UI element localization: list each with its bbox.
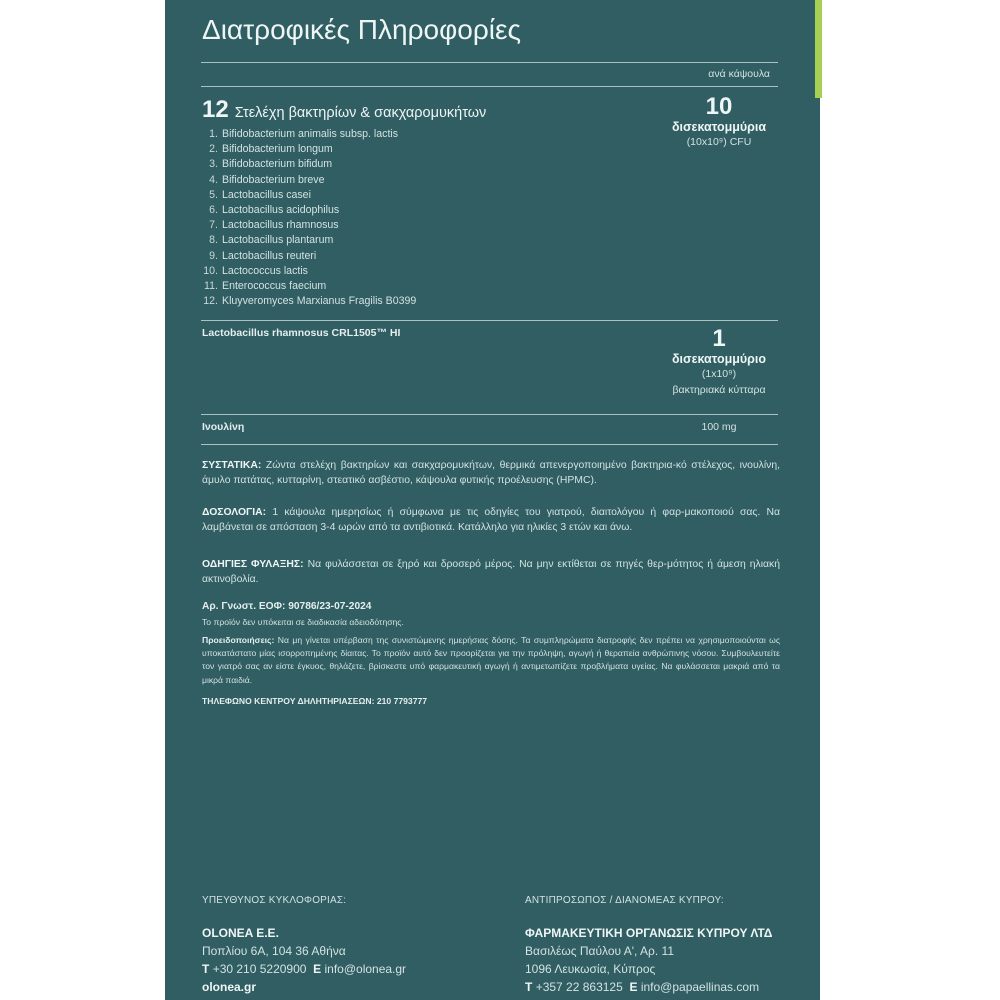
- accent-strip: [815, 0, 822, 98]
- rhamnosus-amount-number: 1: [712, 325, 726, 352]
- strains-amount: [639, 94, 799, 150]
- ingredients-section: [202, 459, 780, 489]
- rhamnosus-amount-word: δισεκατομμύριο: [671, 352, 767, 366]
- strains-count: 12: [202, 96, 229, 123]
- rhamnosus-label: Lactobacillus rhamnosus CRL1505™ HI: [202, 327, 401, 339]
- divider: [201, 414, 778, 415]
- footer-left: [202, 892, 406, 996]
- eof-number: Αρ. Γνωστ. ΕΟΦ: 90786/23-07-2024: [202, 601, 372, 612]
- footer-right-address1: Βασιλέως Παύλου Α', Αρ. 11: [525, 944, 674, 958]
- strains-amount-number: 10: [705, 93, 733, 120]
- strain-item: 1. Bifidobacterium animalis subsp. lactis: [209, 128, 399, 140]
- footer-left-address: Ποπλίου 6Α, 104 36 Αθήνα: [202, 944, 346, 958]
- warnings-text: Να μη γίνεται υπέρβαση της συνιστώμενης ημερήσιας δόσης. Τα συμπληρώματα διατροφής δεν πρέπει να χρησιμοποιούνται ως υποκατάστατο μίας ισορροπημένης δίαιτας. Το προϊόν αυτό δεν προορίζεται για την πρόληψη, αγωγή ή θεραπεία ανθρώπινης νόσου. Συμβουλευτείτε τον γιατρό σας αν είστε έγκυος, θηλάζετε, βρίσκεστε υπό φαρμακευτική αγωγή ή αντιμετωπίζετε προβλήματα υγείας. Να φυλάσσεται μακριά από τα μικρά παιδιά.: [202, 635, 781, 685]
- strain-item: 3. Bifidobacterium bifidum: [209, 158, 333, 171]
- divider: [201, 62, 778, 63]
- footer-right-contact: Τ +357 22 863125 E info@papaellinas.com: [525, 980, 760, 994]
- divider: [201, 320, 778, 321]
- strain-item: 11. Enterococcus faecium: [204, 280, 327, 293]
- footer-right: [525, 892, 772, 996]
- rhamnosus-amount-detail: (1x10⁹): [701, 368, 737, 380]
- inulin-label: Ινουλίνη: [202, 421, 245, 433]
- footer-left-caption: ΥΠΕΥΘΥΝΟΣ ΚΥΚΛΟΦΟΡΙΑΣ:: [202, 895, 347, 906]
- strain-item: 10. Lactococcus lactis: [203, 264, 308, 277]
- warnings-label: Προειδοποιήσεις:: [202, 635, 275, 645]
- footer-right-address2: 1096 Λευκωσία, Κύπρος: [525, 962, 656, 976]
- nutrition-title: Διατροφικές Πληροφορίες: [202, 14, 521, 45]
- strains-amount-word: δισεκατομμύρια: [671, 120, 767, 134]
- rhamnosus-amount-unit: βακτηριακά κύτταρα: [672, 384, 766, 396]
- storage-label: ΟΔΗΓΙΕΣ ΦΥΛΑΞΗΣ:: [202, 559, 304, 570]
- divider: [201, 86, 778, 87]
- license-note: Το προϊόν δεν υπόκειται σε διαδικασία αδειοδότησης.: [202, 617, 404, 627]
- strains-amount-detail: (10x10⁹) CFU: [686, 136, 752, 148]
- dosage-text: 1 κάψουλα ημερησίως ή σύμφωνα με τις οδηγίες του γιατρού, διαιτολόγου ή φαρ-μακοποιού σας. Να λαμβάνεται σε απόσταση 3-4 ωρών από τα αντιβιοτικά. Κατάλληλο για ηλικίες 3 ετών και άνω.: [202, 507, 780, 533]
- per-capsule-label: ανά κάψουλα: [708, 68, 770, 80]
- dosage-label: ΔΟΣΟΛΟΓΙΑ:: [202, 507, 267, 518]
- strain-item: 9. Lactobacillus reuteri: [209, 249, 317, 262]
- strains-heading: [202, 96, 486, 124]
- strain-item: 2. Bifidobacterium longum: [209, 143, 333, 156]
- strain-item: 8. Lactobacillus plantarum: [209, 234, 334, 247]
- strain-list: [202, 127, 416, 309]
- dosage-section: [202, 506, 780, 536]
- rhamnosus-amount: [639, 326, 799, 398]
- strain-item: 4. Bifidobacterium breve: [209, 173, 325, 186]
- storage-text: Να φυλάσσεται σε ξηρό και δροσερό μέρος. Να μην εκτίθεται σε πηγές θερ-μότητος ή άμεση ηλιακή ακτινοβολία.: [202, 559, 780, 585]
- footer-left-company: OLONEA E.E.: [202, 926, 279, 940]
- strain-item: 5. Lactobacillus casei: [209, 188, 311, 201]
- footer-right-company: ΦΑΡΜΑΚΕΥΤΙΚΗ ΟΡΓΑΝΩΣΙΣ ΚΥΠΡΟΥ ΛΤΔ: [525, 926, 773, 940]
- ingredients-label: ΣΥΣΤΑΤΙΚΑ:: [202, 460, 262, 471]
- inulin-amount: 100 mg: [701, 421, 737, 433]
- footer-left-contact: Τ +30 210 5220900 E info@olonea.gr: [202, 962, 407, 976]
- footer-right-caption: ΑΝΤΙΠΡΟΣΩΠΟΣ / ΔΙΑΝΟΜΕΑΣ ΚΥΠΡΟΥ:: [525, 895, 724, 906]
- strain-item: 6. Lactobacillus acidophilus: [209, 204, 340, 217]
- warnings-section: [202, 634, 780, 687]
- poison-center-phone: ΤΗΛΕΦΩΝΟ ΚΕΝΤΡΟΥ ΔΗΛΗΤΗΡΙΑΣΕΩΝ: 210 7793777: [202, 696, 428, 706]
- ingredients-text: Ζώντα στελέχη βακτηρίων και σακχαρομυκήτων, θερμικά απενεργοποιημένο βακτηρια-κό στέλεχος, ινουλίνη, άμυλο πατάτας, κυτταρίνη, στεατικό ασβέστιο, κάψουλα φυτικής προέλευσης (HPMC).: [202, 460, 780, 486]
- strain-item: 7. Lactobacillus rhamnosus: [209, 219, 339, 232]
- strain-item: 12. Kluyveromyces Marxianus Fragilis B0399: [203, 295, 417, 308]
- strains-heading-text: Στελέχη βακτηρίων & σακχαρομυκήτων: [234, 105, 487, 121]
- label-panel: [165, 0, 820, 1000]
- footer-left-website: olonea.gr: [202, 980, 257, 994]
- divider: [201, 444, 778, 445]
- storage-section: [202, 558, 780, 588]
